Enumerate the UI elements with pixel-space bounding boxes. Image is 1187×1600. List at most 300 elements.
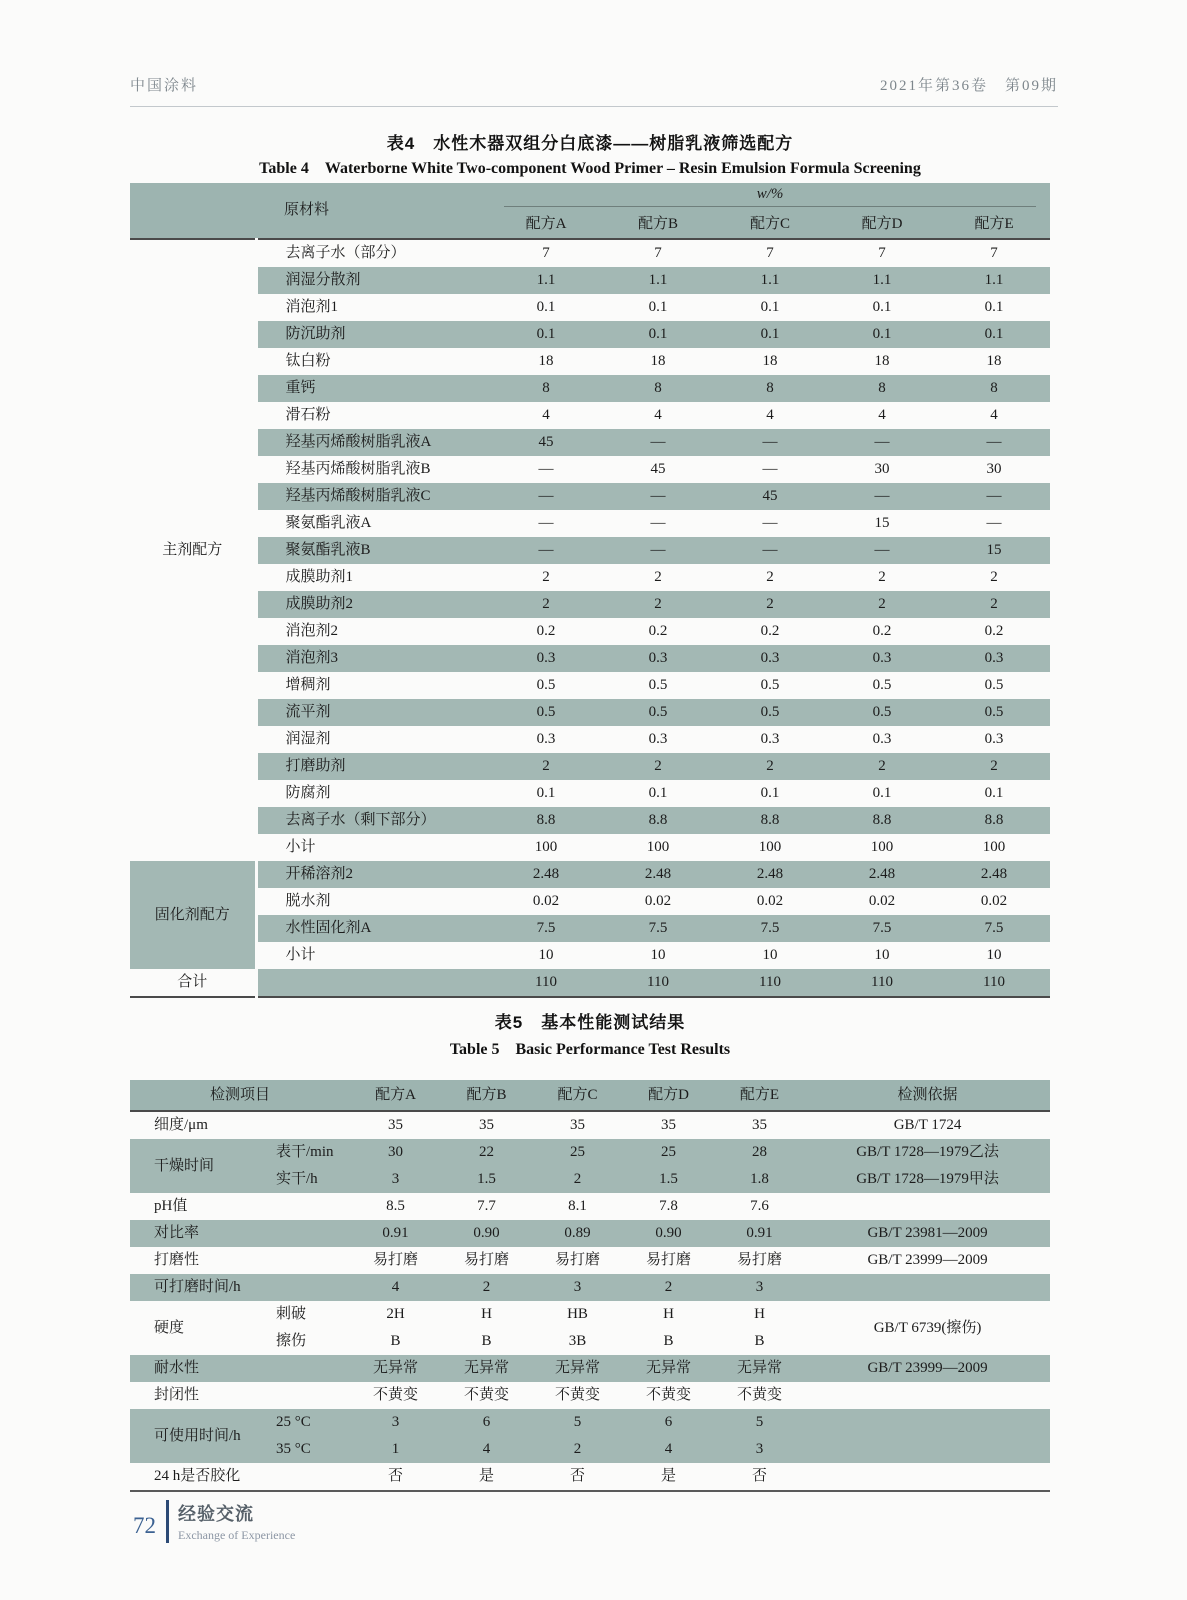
value-cell: 0.5	[490, 672, 602, 699]
table5-formula-header: 配方A	[350, 1080, 441, 1111]
table-row	[130, 1409, 1050, 1436]
value-cell: 0.1	[938, 321, 1050, 348]
footer-section-cn: 经验交流	[178, 1504, 254, 1524]
value-cell: —	[490, 483, 602, 510]
value-cell: 0.5	[826, 672, 938, 699]
value-cell: 0.02	[826, 888, 938, 915]
value-cell: —	[938, 483, 1050, 510]
value-cell: 100	[826, 834, 938, 861]
material-label: 重钙	[256, 375, 490, 402]
value-cell: 15	[938, 537, 1050, 564]
value-cell: 7.8	[623, 1193, 714, 1220]
standard-cell	[805, 1382, 1050, 1409]
table-row	[130, 1193, 1050, 1220]
standard-cell: GB/T 1724	[805, 1111, 1050, 1139]
value-cell: 7.5	[490, 915, 602, 942]
value-cell: 0.5	[714, 699, 826, 726]
material-label: 消泡剂2	[256, 618, 490, 645]
journal-name: 中国涂料	[130, 78, 199, 94]
material-label: 成膜助剂1	[256, 564, 490, 591]
value-cell: 18	[826, 348, 938, 375]
value-cell: 7	[602, 239, 714, 267]
table4-material-header: 原材料	[256, 183, 490, 239]
test-sub-label: 表干/min	[250, 1139, 350, 1166]
table4-formula-header: 配方B	[602, 210, 714, 239]
table-row	[130, 1274, 1050, 1301]
value-cell: 2	[623, 1274, 714, 1301]
value-cell: 22	[441, 1139, 532, 1166]
value-cell: 2.48	[938, 861, 1050, 888]
value-cell: 5	[714, 1409, 805, 1436]
test-sub-label: 25 °C	[250, 1409, 350, 1436]
value-cell: 28	[714, 1139, 805, 1166]
standard-cell: GB/T 23999—2009	[805, 1355, 1050, 1382]
value-cell: 0.3	[938, 645, 1050, 672]
value-cell: 6	[441, 1409, 532, 1436]
value-cell: 0.90	[623, 1220, 714, 1247]
material-label: 水性固化剂A	[256, 915, 490, 942]
standard-cell	[805, 1463, 1050, 1491]
value-cell: 0.90	[441, 1220, 532, 1247]
value-cell: 10	[490, 942, 602, 969]
table-row	[130, 672, 1050, 699]
value-cell: 0.1	[490, 321, 602, 348]
value-cell: 0.3	[714, 726, 826, 753]
value-cell: 1.1	[826, 267, 938, 294]
value-cell: 2	[602, 564, 714, 591]
page-footer	[133, 1500, 295, 1543]
value-cell: —	[826, 483, 938, 510]
standard-cell	[805, 1193, 1050, 1220]
value-cell: 0.1	[714, 321, 826, 348]
value-cell: 0.3	[490, 645, 602, 672]
standard-cell: GB/T 6739(擦伤)	[805, 1301, 1050, 1355]
value-cell: 2.48	[826, 861, 938, 888]
value-cell: 0.2	[602, 618, 714, 645]
value-cell: 0.02	[714, 888, 826, 915]
table-row	[130, 1139, 1050, 1166]
value-cell: 0.1	[938, 780, 1050, 807]
value-cell: —	[938, 510, 1050, 537]
value-cell: 0.5	[826, 699, 938, 726]
value-cell: 0.1	[826, 780, 938, 807]
table-row	[130, 969, 1050, 997]
test-item-label: 干燥时间	[130, 1139, 250, 1193]
value-cell: 1.1	[714, 267, 826, 294]
value-cell: 2H	[350, 1301, 441, 1328]
table-row	[130, 294, 1050, 321]
value-cell: 2	[490, 564, 602, 591]
value-cell: 10	[714, 942, 826, 969]
value-cell: 0.1	[826, 294, 938, 321]
standard-cell: GB/T 23999—2009	[805, 1247, 1050, 1274]
table-row	[130, 564, 1050, 591]
value-cell: 2	[441, 1274, 532, 1301]
value-cell: 0.5	[602, 672, 714, 699]
table-row	[130, 915, 1050, 942]
table-row	[130, 618, 1050, 645]
value-cell: 0.1	[602, 321, 714, 348]
value-cell: 2.48	[490, 861, 602, 888]
value-cell: 是	[441, 1463, 532, 1491]
value-cell: 18	[490, 348, 602, 375]
material-label: 聚氨酯乳液B	[256, 537, 490, 564]
material-label: 钛白粉	[256, 348, 490, 375]
value-cell: 7.5	[826, 915, 938, 942]
value-cell: 10	[826, 942, 938, 969]
table-row	[130, 402, 1050, 429]
header-rule	[130, 106, 1058, 107]
page-number: 72	[133, 1513, 156, 1538]
test-item-label: 打磨性	[130, 1247, 350, 1274]
material-label: 去离子水（剩下部分）	[256, 807, 490, 834]
table-row	[130, 726, 1050, 753]
value-cell: 7.5	[938, 915, 1050, 942]
value-cell: 0.2	[938, 618, 1050, 645]
value-cell: 8.1	[532, 1193, 623, 1220]
value-cell: 110	[826, 969, 938, 997]
table4-formula-header: 配方E	[938, 210, 1050, 239]
value-cell: HB	[532, 1301, 623, 1328]
issue-info: 2021年第36卷 第09期	[879, 78, 1058, 94]
table4-formula-header: 配方C	[714, 210, 826, 239]
value-cell: 易打磨	[714, 1247, 805, 1274]
value-cell: 110	[490, 969, 602, 997]
value-cell: 2	[826, 753, 938, 780]
value-cell: 3	[532, 1274, 623, 1301]
table-row	[130, 429, 1050, 456]
value-cell: 0.3	[602, 645, 714, 672]
value-cell: B	[441, 1328, 532, 1355]
value-cell: 2	[602, 591, 714, 618]
table-row	[130, 753, 1050, 780]
table5-standard-header: 检测依据	[805, 1080, 1050, 1111]
test-item-label: 封闭性	[130, 1382, 350, 1409]
value-cell: 0.1	[714, 780, 826, 807]
value-cell: 易打磨	[623, 1247, 714, 1274]
table-row	[130, 537, 1050, 564]
table-row	[130, 807, 1050, 834]
test-item-label: 耐水性	[130, 1355, 350, 1382]
value-cell: 0.89	[532, 1220, 623, 1247]
table-row	[130, 483, 1050, 510]
value-cell: 8.8	[602, 807, 714, 834]
test-item-label: pH值	[130, 1193, 350, 1220]
value-cell: 0.3	[714, 645, 826, 672]
value-cell: 1	[350, 1436, 441, 1463]
material-label: 去离子水（部分）	[256, 239, 490, 267]
value-cell: 2	[714, 753, 826, 780]
test-sub-label: 实干/h	[250, 1166, 350, 1193]
value-cell: 无异常	[350, 1355, 441, 1382]
value-cell: 100	[714, 834, 826, 861]
value-cell: 1.1	[938, 267, 1050, 294]
table4-title-cn: 表4 水性木器双组分白底漆——树脂乳液筛选配方	[386, 134, 794, 153]
value-cell: 45	[602, 456, 714, 483]
table-row	[130, 645, 1050, 672]
value-cell: 8.8	[490, 807, 602, 834]
table-row	[130, 780, 1050, 807]
value-cell: 0.1	[490, 294, 602, 321]
value-cell: 无异常	[532, 1355, 623, 1382]
value-cell: 2	[938, 591, 1050, 618]
material-label: 润湿分散剂	[256, 267, 490, 294]
material-label: 防沉助剂	[256, 321, 490, 348]
value-cell: 否	[350, 1463, 441, 1491]
table-row	[130, 1382, 1050, 1409]
value-cell: 0.1	[714, 294, 826, 321]
value-cell: 1.1	[490, 267, 602, 294]
value-cell: 5	[532, 1409, 623, 1436]
material-label: 防腐剂	[256, 780, 490, 807]
test-item-label: 硬度	[130, 1301, 250, 1355]
value-cell: 45	[490, 429, 602, 456]
value-cell: H	[623, 1301, 714, 1328]
value-cell: 7.7	[441, 1193, 532, 1220]
table-row	[130, 1111, 1050, 1139]
table5-formula-header: 配方B	[441, 1080, 532, 1111]
value-cell: 0.91	[350, 1220, 441, 1247]
value-cell: 18	[602, 348, 714, 375]
test-sub-label: 擦伤	[250, 1328, 350, 1355]
test-sub-label: 35 °C	[250, 1436, 350, 1463]
value-cell: 18	[938, 348, 1050, 375]
material-label: 小计	[256, 942, 490, 969]
value-cell: 0.2	[826, 618, 938, 645]
value-cell: 100	[602, 834, 714, 861]
value-cell: 4	[350, 1274, 441, 1301]
value-cell: 易打磨	[441, 1247, 532, 1274]
value-cell: 7.5	[602, 915, 714, 942]
value-cell: 45	[714, 483, 826, 510]
value-cell: 35	[623, 1111, 714, 1139]
value-cell: 30	[826, 456, 938, 483]
value-cell: 1.8	[714, 1166, 805, 1193]
value-cell: 35	[532, 1111, 623, 1139]
table5-title-en: Table 5 Basic Performance Test Results	[449, 1041, 731, 1058]
table5-formula-header: 配方D	[623, 1080, 714, 1111]
value-cell: 2.48	[714, 861, 826, 888]
value-cell: 7.6	[714, 1193, 805, 1220]
test-item-label: 24 h是否胶化	[130, 1463, 350, 1491]
value-cell: —	[826, 429, 938, 456]
value-cell: 2	[490, 753, 602, 780]
value-cell: 35	[714, 1111, 805, 1139]
table-row	[130, 1301, 1050, 1328]
table4-group-header	[130, 183, 256, 239]
table4-unit-header: w/%	[490, 183, 1050, 210]
table-row	[130, 1247, 1050, 1274]
value-cell: 0.2	[714, 618, 826, 645]
value-cell: 0.3	[826, 726, 938, 753]
value-cell: 不黄变	[714, 1382, 805, 1409]
value-cell: 0.1	[938, 294, 1050, 321]
value-cell: 不黄变	[623, 1382, 714, 1409]
material-label: 打磨助剂	[256, 753, 490, 780]
value-cell: 2	[532, 1166, 623, 1193]
value-cell: 3B	[532, 1328, 623, 1355]
value-cell: 7	[714, 239, 826, 267]
table4-title-en: Table 4 Waterborne White Two-component Wood Primer – Resin Emulsion Formula Screening	[259, 160, 921, 177]
value-cell: 6	[623, 1409, 714, 1436]
value-cell: 4	[623, 1436, 714, 1463]
table-row	[130, 239, 1050, 267]
table-row	[130, 699, 1050, 726]
value-cell: 无异常	[714, 1355, 805, 1382]
page-header	[130, 74, 1058, 95]
material-label: 消泡剂3	[256, 645, 490, 672]
value-cell: —	[602, 537, 714, 564]
value-cell: 8.8	[714, 807, 826, 834]
material-label: 润湿剂	[256, 726, 490, 753]
value-cell: 8	[826, 375, 938, 402]
value-cell: 2	[826, 564, 938, 591]
value-cell: 100	[490, 834, 602, 861]
material-label: 羟基丙烯酸树脂乳液A	[256, 429, 490, 456]
material-label: 脱水剂	[256, 888, 490, 915]
value-cell: 0.5	[602, 699, 714, 726]
value-cell: 4	[441, 1436, 532, 1463]
value-cell: 8.8	[938, 807, 1050, 834]
value-cell: 0.5	[938, 699, 1050, 726]
value-cell: 35	[350, 1111, 441, 1139]
value-cell: 25	[532, 1139, 623, 1166]
value-cell: 3	[350, 1409, 441, 1436]
table-row	[130, 348, 1050, 375]
value-cell: 0.3	[602, 726, 714, 753]
value-cell: 25	[623, 1139, 714, 1166]
value-cell: —	[714, 537, 826, 564]
value-cell: 18	[714, 348, 826, 375]
value-cell: 否	[532, 1463, 623, 1491]
value-cell: 8	[938, 375, 1050, 402]
value-cell: —	[602, 483, 714, 510]
material-label: 羟基丙烯酸树脂乳液C	[256, 483, 490, 510]
value-cell: 易打磨	[532, 1247, 623, 1274]
value-cell: 不黄变	[350, 1382, 441, 1409]
value-cell: 0.1	[490, 780, 602, 807]
value-cell: 110	[602, 969, 714, 997]
value-cell: 8	[602, 375, 714, 402]
material-label: 聚氨酯乳液A	[256, 510, 490, 537]
value-cell: —	[490, 537, 602, 564]
value-cell: 2	[714, 564, 826, 591]
value-cell: 2	[490, 591, 602, 618]
value-cell: 2	[602, 753, 714, 780]
material-label: 增稠剂	[256, 672, 490, 699]
value-cell: 7	[490, 239, 602, 267]
value-cell: 易打磨	[350, 1247, 441, 1274]
value-cell: 7	[938, 239, 1050, 267]
value-cell: 2.48	[602, 861, 714, 888]
value-cell: 7.5	[714, 915, 826, 942]
table4-group-label: 合计	[130, 969, 256, 997]
table4-group-label: 固化剂配方	[130, 861, 256, 969]
table-row	[130, 1220, 1050, 1247]
value-cell: 0.02	[938, 888, 1050, 915]
value-cell: B	[714, 1328, 805, 1355]
value-cell: 35	[441, 1111, 532, 1139]
value-cell: 不黄变	[532, 1382, 623, 1409]
value-cell: 3	[714, 1274, 805, 1301]
test-item-label: 对比率	[130, 1220, 350, 1247]
value-cell: 2	[714, 591, 826, 618]
table5-item-header: 检测项目	[130, 1080, 350, 1111]
table-row	[130, 834, 1050, 861]
value-cell: 3	[350, 1166, 441, 1193]
table-row	[130, 942, 1050, 969]
value-cell: 2	[938, 564, 1050, 591]
value-cell: B	[350, 1328, 441, 1355]
value-cell: —	[714, 510, 826, 537]
value-cell: —	[490, 456, 602, 483]
formula-screening-table	[130, 183, 1050, 998]
material-label: 小计	[256, 834, 490, 861]
test-item-label: 可打磨时间/h	[130, 1274, 350, 1301]
table-row	[130, 1463, 1050, 1491]
standard-cell	[805, 1409, 1050, 1463]
table-row	[130, 510, 1050, 537]
value-cell: B	[623, 1328, 714, 1355]
value-cell: 0.1	[826, 321, 938, 348]
value-cell: —	[490, 510, 602, 537]
value-cell: 不黄变	[441, 1382, 532, 1409]
material-label: 消泡剂1	[256, 294, 490, 321]
table5-title-cn: 表5 基本性能测试结果	[494, 1013, 686, 1032]
value-cell: 0.5	[490, 699, 602, 726]
table-row	[130, 321, 1050, 348]
value-cell: H	[714, 1301, 805, 1328]
table5-formula-header: 配方C	[532, 1080, 623, 1111]
value-cell: —	[602, 510, 714, 537]
value-cell: 10	[602, 942, 714, 969]
table4-header	[130, 183, 1050, 239]
table-row	[130, 1166, 1050, 1193]
value-cell: 0.5	[938, 672, 1050, 699]
material-label: 开稀溶剂2	[256, 861, 490, 888]
value-cell: 0.3	[490, 726, 602, 753]
standard-cell	[805, 1274, 1050, 1301]
material-label: 滑石粉	[256, 402, 490, 429]
value-cell: 8.5	[350, 1193, 441, 1220]
standard-cell: GB/T 1728—1979乙法	[805, 1139, 1050, 1166]
material-label: 流平剂	[256, 699, 490, 726]
table4-formula-header: 配方A	[490, 210, 602, 239]
value-cell: 0.02	[602, 888, 714, 915]
value-cell: 10	[938, 942, 1050, 969]
value-cell: 4	[490, 402, 602, 429]
value-cell: 0.02	[490, 888, 602, 915]
value-cell: 0.1	[602, 780, 714, 807]
table-row	[130, 1355, 1050, 1382]
value-cell: 1.1	[602, 267, 714, 294]
value-cell: 30	[350, 1139, 441, 1166]
value-cell: 8.8	[826, 807, 938, 834]
value-cell: 15	[826, 510, 938, 537]
value-cell: 30	[938, 456, 1050, 483]
value-cell: 7	[826, 239, 938, 267]
value-cell: 8	[490, 375, 602, 402]
test-item-label: 可使用时间/h	[130, 1409, 250, 1463]
value-cell: 4	[938, 402, 1050, 429]
value-cell: 110	[714, 969, 826, 997]
value-cell: 0.1	[602, 294, 714, 321]
material-label: 羟基丙烯酸树脂乳液B	[256, 456, 490, 483]
value-cell: 是	[623, 1463, 714, 1491]
value-cell: 4	[714, 402, 826, 429]
value-cell: 0.5	[714, 672, 826, 699]
value-cell: 否	[714, 1463, 805, 1491]
